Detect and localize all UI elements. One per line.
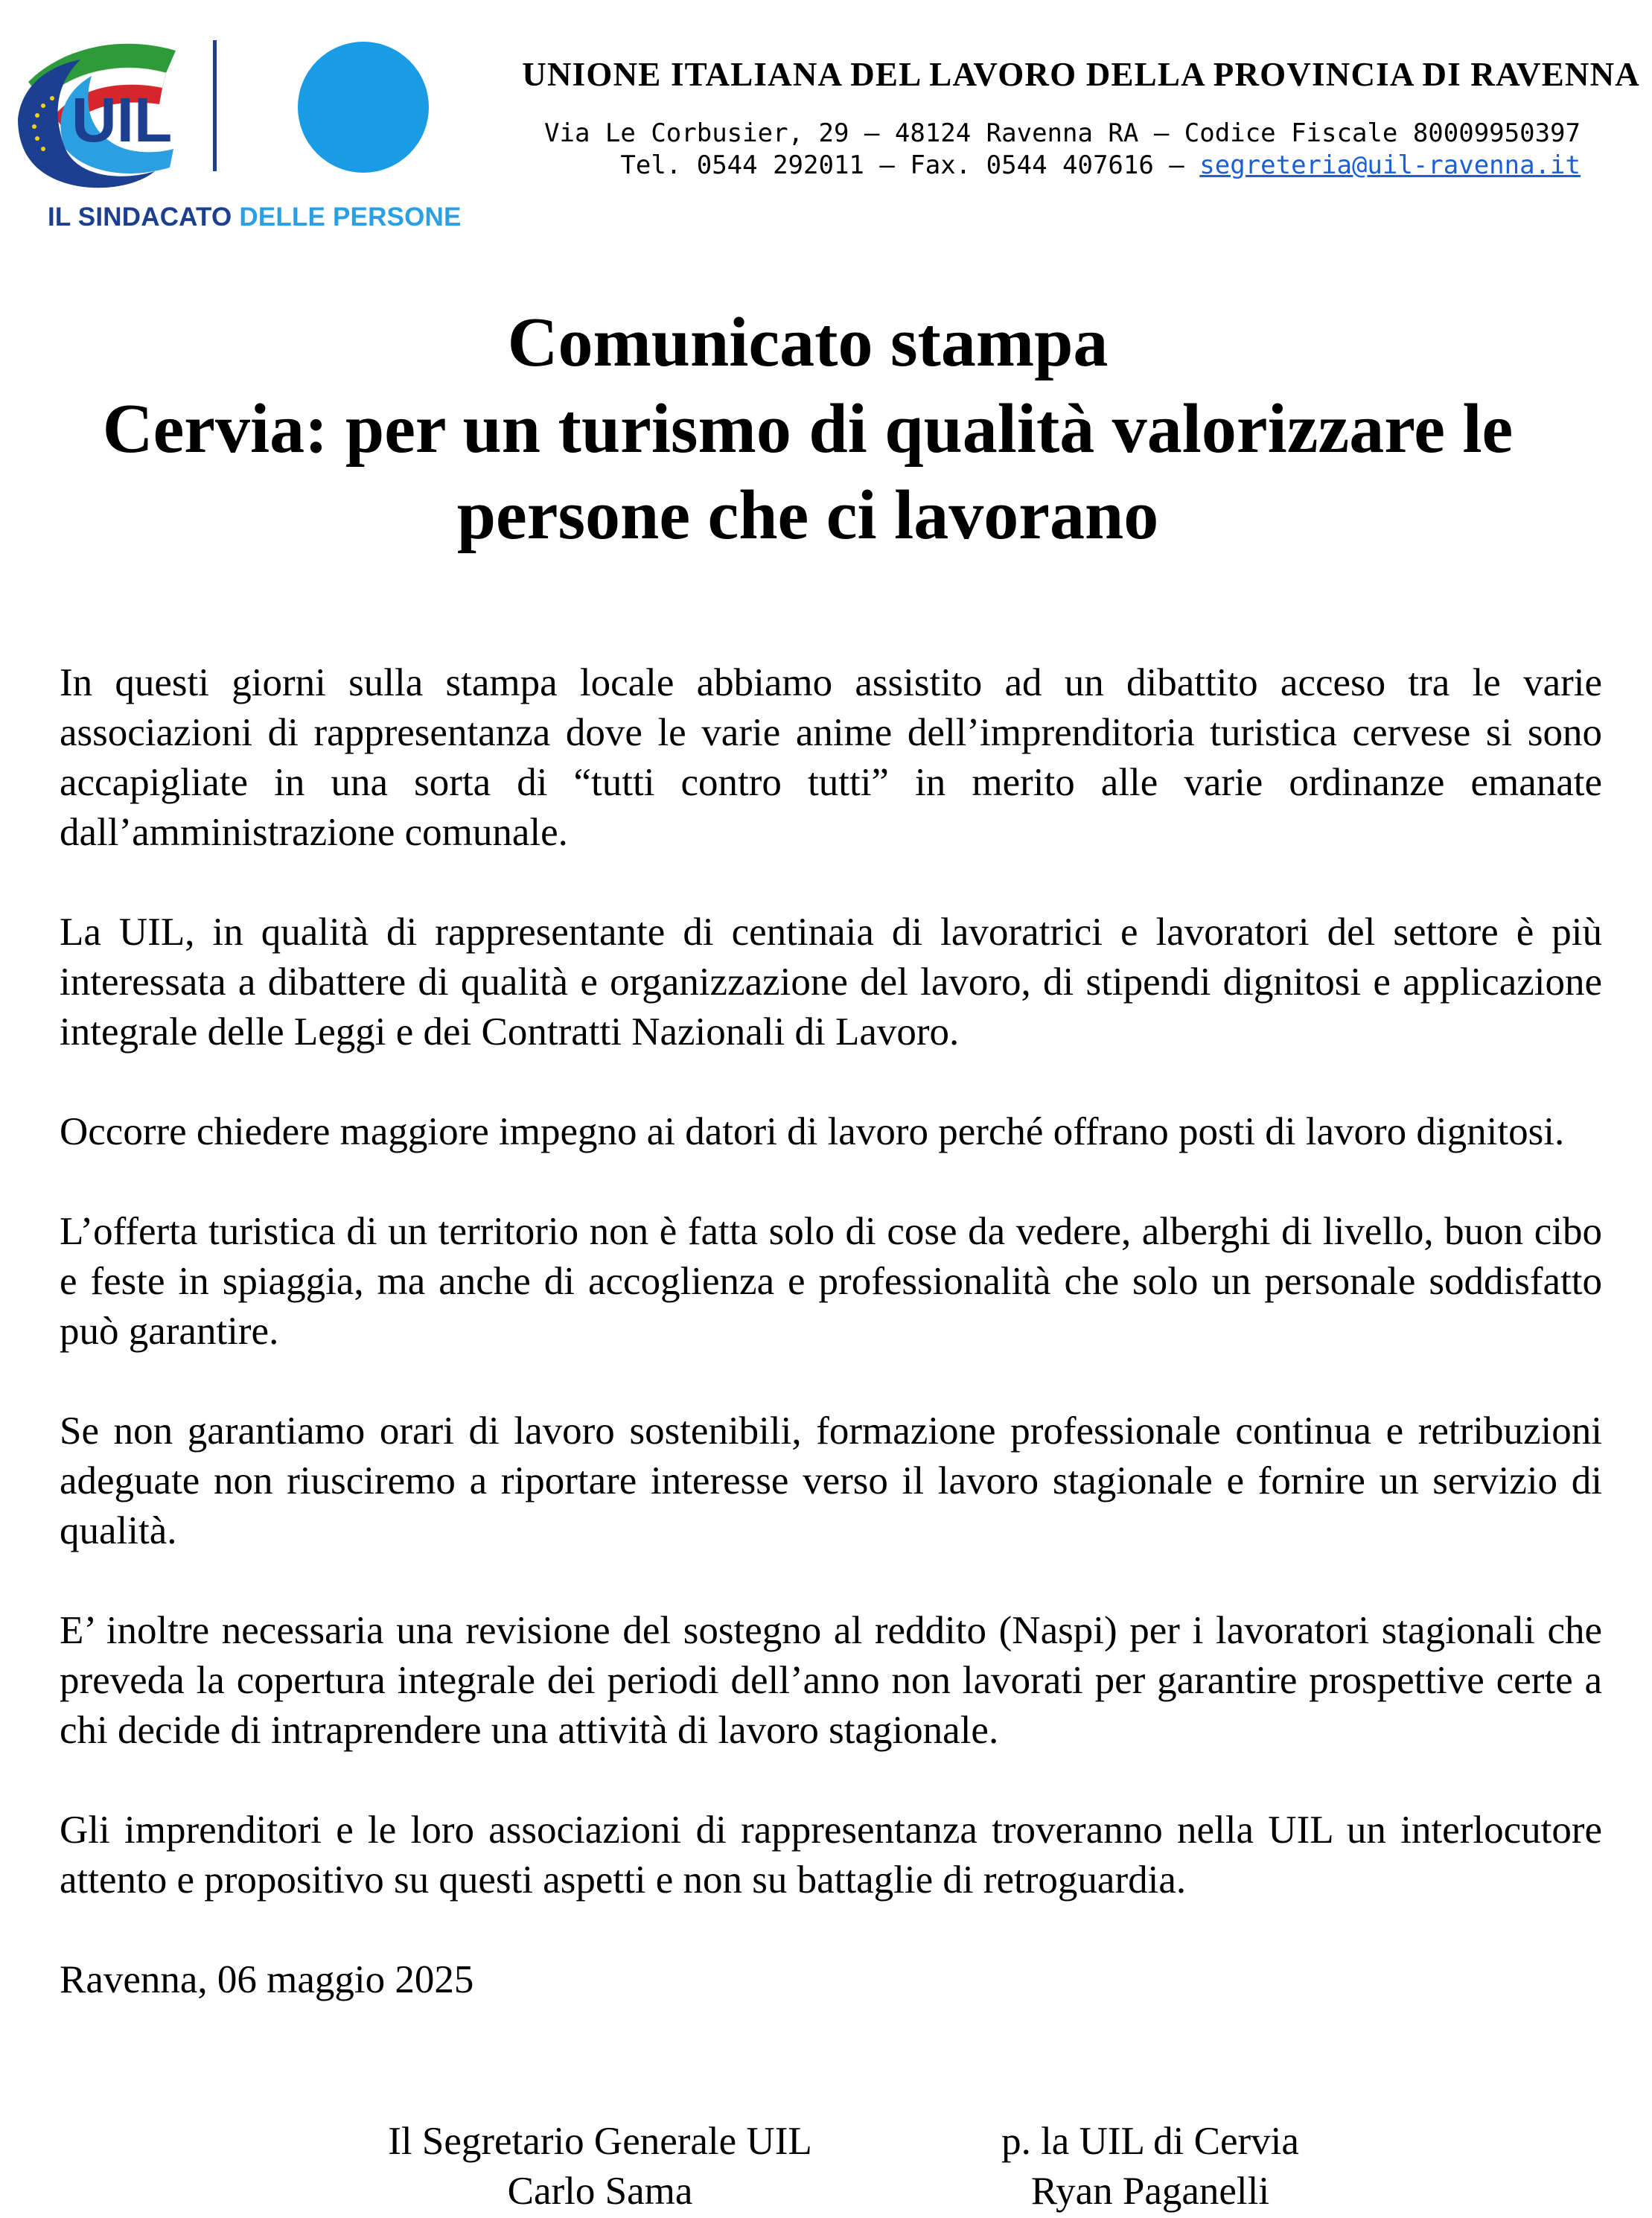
phone-fax: Tel. 0544 292011 – Fax. 0544 407616 – <box>620 150 1200 180</box>
uil-logo <box>13 30 475 238</box>
signature-right <box>945 2117 1355 2217</box>
signature-right-name: Ryan Paganelli <box>1030 2170 1270 2213</box>
organization-contacts <box>522 150 1581 182</box>
title-line-3: persone che ci lavorano <box>456 477 1159 554</box>
press-release-title <box>45 299 1571 558</box>
paragraph: Se non garantiamo orari di lavoro sostenibili, formazione professionale continua e retribuzioni adeguate non riusciremo a riportare interesse verso il lavoro stagionale e fornire un servizio di qualità. <box>60 1409 1602 1552</box>
signature-left-name: Carlo Sama <box>507 2170 693 2213</box>
paragraph: In questi giorni sulla stampa locale abbiamo assistito ad un dibattito acceso tra le varie associazioni di rappresentanza dove le varie anime dell’imprenditoria turistica cervese si sono accapigliate in una sorta di “tutti contro tutti” in merito alle varie ordinanze emanate dall’amministrazione comunale. <box>60 661 1602 854</box>
paragraph: Occorre chiedere maggiore impegno ai datori di lavoro perché offrano posti di lavoro dignitosi. <box>60 1110 1565 1153</box>
organization-info <box>522 52 1640 182</box>
signature-right-role: p. la UIL di Cervia <box>1001 2120 1299 2163</box>
organization-name: UNIONE ITALIANA DEL LAVORO DELLA PROVINCIA DI RAVENNA <box>522 56 1640 93</box>
paragraph: E’ inoltre necessaria una revisione del sostegno al reddito (Naspi) per i lavoratori stagionali che preveda la copertura integrale dei periodi dell’anno non lavorati per garantire prospettive certe a chi decide di intraprendere una attività di lavoro stagionale. <box>60 1609 1602 1752</box>
email-link[interactable]: segreteria@uil-ravenna.it <box>1199 150 1581 180</box>
paragraph: Gli imprenditori e le loro associazioni di rappresentanza troveranno nella UIL un interlocutore attento e propositivo su questi aspetti e non su battaglie di retroguardia. <box>60 1809 1602 1902</box>
title-line-1: Comunicato stampa <box>507 304 1109 381</box>
place-date: Ravenna, 06 maggio 2025 <box>60 1958 474 2001</box>
logo-text: UIL <box>71 85 173 155</box>
logo-tagline <box>48 203 462 232</box>
paragraph: La UIL, in qualità di rappresentante di centinaia di lavoratrici e lavoratori del settore è più interessata a dibattere di qualità e organizzazione del lavoro, di stipendi dignitosi e applicazione integrale delle Leggi e dei Contratti Nazionali di Lavoro. <box>60 911 1602 1054</box>
title-line-2: Cervia: per un turismo di qualità valorizzare le <box>102 390 1514 468</box>
uil-logo-graphic <box>13 30 475 194</box>
tagline-part1: IL SINDACATO <box>48 203 240 232</box>
signature-left-role: Il Segretario Generale UIL <box>388 2120 812 2163</box>
press-release-body <box>60 658 1602 2005</box>
paragraph: L’offerta turistica di un territorio non è fatta solo di cose da vedere, alberghi di livello, buon cibo e feste in spiaggia, ma anche di accoglienza e professionalità che solo un personale soddisfatto può garantire. <box>60 1210 1602 1353</box>
signature-left <box>339 2117 861 2217</box>
organization-address: Via Le Corbusier, 29 – 48124 Ravenna RA – Codice Fiscale 80009950397 <box>544 118 1581 148</box>
tagline-part2: DELLE PERSONE <box>239 203 462 232</box>
